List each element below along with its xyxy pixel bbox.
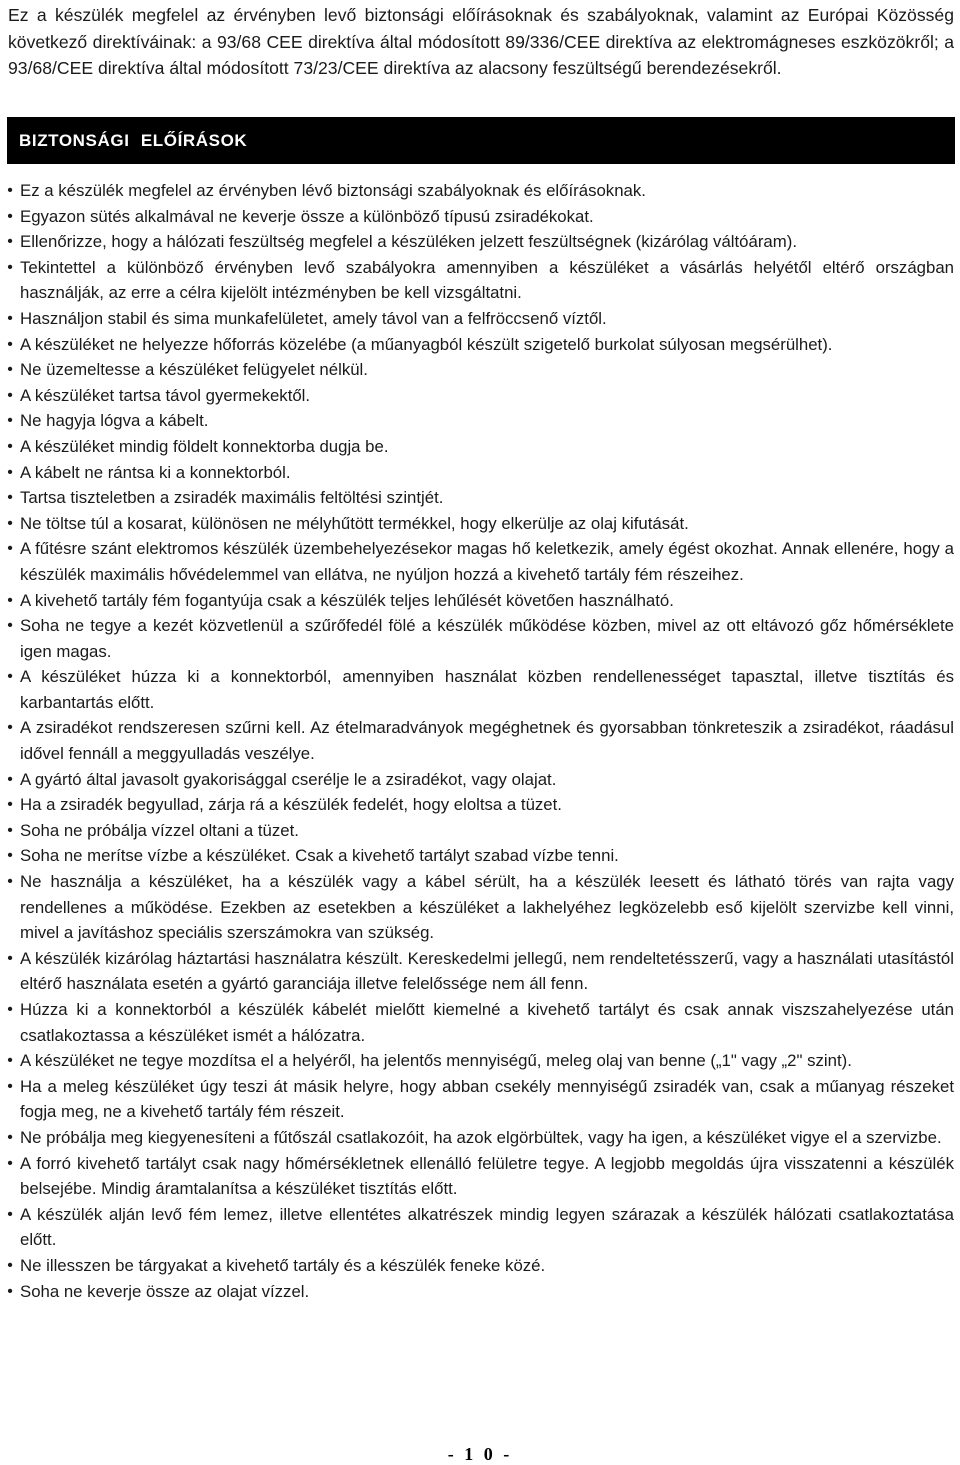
bullet-icon: •: [7, 489, 13, 507]
safety-rule-item: [0, 1279, 960, 1305]
bullet-icon: •: [7, 1154, 13, 1172]
bullet-icon: •: [7, 540, 13, 558]
bullet-icon: •: [7, 1128, 13, 1146]
section-heading: BIZTONSÁGI ELŐÍRÁSOK: [19, 131, 248, 150]
safety-rule-text: A készülék alján levő fém lemez, illetve ellentétes alkatrészek mindig legyen szárazak a készülék hálózati csatlakoztatása előtt.: [20, 1204, 954, 1250]
safety-rule-item: [0, 613, 960, 664]
bullet-icon: •: [7, 386, 13, 404]
safety-rule-text: Húzza ki a konnektorból a készülék kábelét mielőtt kiemelné a kivehető tartályt és csak annak viszszahelyezése után csatlakoztassa a készüléket ismét a hálózatra.: [20, 1000, 954, 1045]
safety-rule-text: Ne hagyja lógva a kábelt.: [20, 411, 209, 431]
bullet-icon: •: [7, 847, 13, 865]
bullet-icon: •: [7, 463, 13, 481]
section-heading-bar: [7, 117, 955, 164]
bullet-icon: •: [7, 873, 13, 891]
bullet-icon: •: [7, 437, 13, 455]
safety-rule-item: [0, 306, 960, 332]
safety-rule-text: A forró kivehető tartályt csak nagy hőmérsékletnek ellenálló felületre tegye. A legjobb megoldás újra visszatenni a készülék belsejébe. Mindig áramtalanítsa a készüléket tisztítás előtt.: [20, 1153, 954, 1199]
safety-rule-text: Soha ne keverje össze az olajat vízzel.: [20, 1281, 310, 1301]
bullet-icon: •: [7, 514, 13, 532]
bullet-icon: •: [7, 770, 13, 788]
bullet-icon: •: [7, 182, 13, 199]
bullet-icon: •: [7, 796, 13, 814]
safety-rule-item: [0, 588, 960, 614]
safety-rule-text: Ne üzemeltesse a készüléket felügyelet nélkül.: [20, 360, 368, 380]
safety-rules-list: [0, 178, 960, 1304]
safety-rule-text: Egyazon sütés alkalmával ne keverje össze a különböző típusú zsiradékokat.: [20, 206, 594, 226]
page-number: - 1 0 -: [447, 1444, 513, 1464]
safety-rule-item: [0, 997, 960, 1048]
safety-rule-item: [0, 255, 960, 306]
safety-rule-item: [0, 229, 960, 255]
safety-rule-item: [0, 1125, 960, 1151]
safety-rule-item: [0, 178, 960, 204]
safety-rule-item: [0, 511, 960, 537]
safety-rule-item: [0, 1253, 960, 1279]
bullet-icon: •: [7, 821, 13, 839]
bullet-icon: •: [7, 1282, 13, 1300]
safety-rule-text: A készüléket mindig földelt konnektorba dugja be.: [20, 436, 389, 456]
safety-rule-item: [0, 1074, 960, 1125]
bullet-icon: •: [7, 719, 13, 737]
safety-rule-item: [0, 946, 960, 997]
safety-rule-text: A fűtésre szánt elektromos készülék üzembehelyezésekor magas hő keletkezik, amely égést okozhat. Annak ellenére, hogy a készülék maximális hővédelemmel van ellátva, ne nyúljon hozzá a kivehető tartály fém részeihez.: [20, 539, 954, 584]
bullet-icon: •: [7, 617, 13, 635]
bullet-icon: •: [7, 335, 13, 353]
safety-rule-text: Soha ne tegye a kezét közvetlenül a szűrőfedél fölé a készülék működése közben, mivel az ott eltávozó gőz hőmérséklete igen magas.: [20, 616, 954, 661]
safety-rule-text: A készüléket húzza ki a konnektorból, amennyiben használat közben rendellenességet tapasztal, illetve tisztítás és karbantartás előtt.: [20, 667, 954, 712]
safety-rule-item: [0, 843, 960, 869]
safety-rule-text: Soha ne próbálja vízzel oltani a tüzet.: [20, 820, 299, 840]
safety-rule-item: [0, 357, 960, 383]
safety-rule-text: Ellenőrizze, hogy a hálózati feszültség megfelel a készüléken jelzett feszültségnek (kizárólag váltóáram).: [20, 232, 797, 252]
safety-rule-item: [0, 485, 960, 511]
bullet-icon: •: [7, 1256, 13, 1274]
safety-rule-text: Használjon stabil és sima munkafelületet, amely távol van a felfröccsenő víztől.: [20, 308, 607, 328]
bullet-icon: •: [7, 412, 13, 430]
safety-rule-item: [0, 869, 960, 946]
safety-rule-text: Ne próbálja meg kiegyenesíteni a fűtőszál csatlakozóit, ha azok elgörbültek, vagy ha igen, a készüléket vigye el a szervizbe.: [20, 1127, 942, 1147]
safety-rule-item: [0, 332, 960, 358]
bullet-icon: •: [7, 1001, 13, 1018]
safety-rule-text: A kábelt ne rántsa ki a konnektorból.: [20, 462, 291, 482]
safety-rule-item: [0, 818, 960, 844]
bullet-icon: •: [7, 361, 13, 379]
bullet-icon: •: [7, 591, 13, 609]
bullet-icon: •: [7, 207, 13, 225]
safety-rule-item: [0, 434, 960, 460]
safety-rule-text: A készüléket tartsa távol gyermekektől.: [20, 385, 311, 405]
bullet-icon: •: [7, 1052, 13, 1070]
safety-rule-item: [0, 460, 960, 486]
safety-rule-item: [0, 664, 960, 715]
bullet-icon: •: [7, 1077, 13, 1095]
safety-rule-text: Soha ne merítse vízbe a készüléket. Csak a kivehető tartályt szabad vízbe tenni.: [20, 846, 619, 866]
safety-rule-item: [0, 767, 960, 793]
safety-rule-item: [0, 204, 960, 230]
safety-rule-text: A gyártó által javasolt gyakorisággal cserélje le a zsiradékot, vagy olajat.: [20, 769, 557, 789]
safety-rule-item: [0, 383, 960, 409]
safety-rule-item: [0, 536, 960, 587]
bullet-icon: •: [7, 233, 13, 251]
safety-rule-text: Tartsa tiszteletben a zsiradék maximális feltöltési szintjét.: [20, 488, 444, 508]
safety-rule-text: A készüléket ne tegye mozdítsa el a helyéről, ha jelentős mennyiségű, meleg olaj van benne („1" vagy „2" szint).: [20, 1051, 852, 1071]
safety-rule-text: Ne használja a készüléket, ha a készülék vagy a kábel sérült, ha a készülék leesett és látható törés van rajta vagy rendellenes a működése. Ezekben az esetekben a készüléket a lakhelyéhez legközelebb eső kijelölt szervizbe kell vinni, mivel a javításhoz speciális szerszámokra van szükség.: [20, 872, 954, 943]
safety-rule-item: [0, 715, 960, 766]
safety-rule-item: [0, 1202, 960, 1253]
bullet-icon: •: [7, 1205, 13, 1223]
safety-rule-text: Ha a meleg készüléket úgy teszi át másik helyre, hogy abban csekély mennyiségű zsiradék van, csak a műanyag részeket fogja meg, ne a kivehető tartály fém részeit.: [20, 1076, 954, 1122]
safety-rule-text: Ne töltse túl a kosarat, különösen ne mélyhűtött termékkel, hogy elkerülje az olaj kifutását.: [20, 513, 689, 533]
safety-rule-text: A zsiradékot rendszeresen szűrni kell. Az ételmaradványok megéghetnek és gyorsabban tönkreteszik a zsiradékot, ráadásul idővel fennáll a meggyulladás veszélye.: [20, 718, 954, 764]
safety-rule-text: A készüléket ne helyezze hőforrás közelébe (a műanyagból készült szigetelő burkolat súlyosan megsérülhet).: [20, 334, 833, 354]
safety-rule-text: A készülék kizárólag háztartási használatra készült. Kereskedelmi jellegű, nem rendeltetésszerű, vagy a használati utasítástól eltérő használata esetén a gyártó garanciája illetve felelőssége nem áll fenn.: [20, 948, 954, 994]
safety-rule-item: [0, 792, 960, 818]
safety-rule-item: [0, 1048, 960, 1074]
safety-rule-item: [0, 408, 960, 434]
bullet-icon: •: [7, 258, 13, 276]
bullet-icon: •: [7, 668, 13, 686]
bullet-icon: •: [7, 309, 13, 327]
safety-rule-text: A kivehető tartály fém fogantyúja csak a készülék teljes lehűlését követően használható.: [20, 590, 674, 610]
safety-rule-text: Ne illesszen be tárgyakat a kivehető tartály és a készülék feneke közé.: [20, 1255, 546, 1275]
safety-rule-item: [0, 1151, 960, 1202]
bullet-icon: •: [7, 949, 13, 967]
intro-paragraph: Ez a készülék megfelel az érvényben levő biztonsági előírásoknak és szabályoknak, valamint az Európai Közösség következő direktíváinak: a 93/68 CEE direktíva által módosított 89/336/CEE direktíva az elektromágneses eszközökről; a 93/68/CEE direktíva által módosított 73/23/CEE direktíva az alacsony feszültségű berendezésekről.: [8, 5, 954, 78]
safety-rule-text: Tekintettel a különböző érvényben levő szabályokra amennyiben a készüléket a vásárlás helyétől eltérő országban használják, az erre a célra kijelölt intézményben be kell vizsgáltatni.: [20, 257, 954, 303]
safety-rule-text: Ez a készülék megfelel az érvényben lévő biztonsági szabályoknak és előírásoknak.: [20, 181, 646, 200]
safety-rule-text: Ha a zsiradék begyullad, zárja rá a készülék fedelét, hogy eloltsa a tüzet.: [20, 795, 562, 815]
